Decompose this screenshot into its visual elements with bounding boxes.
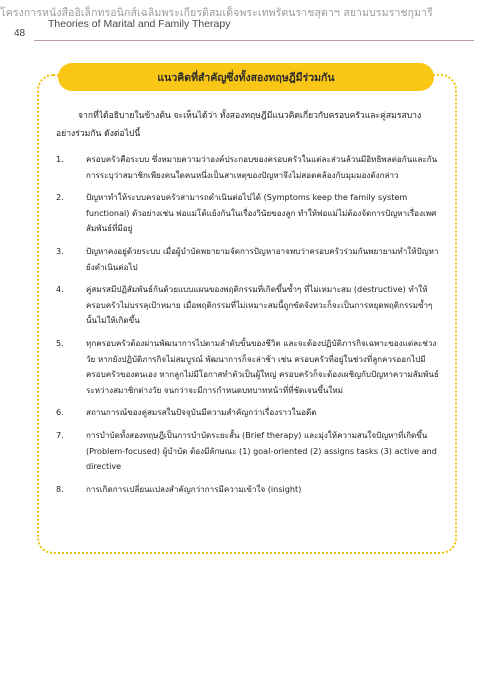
item-number: 7. (56, 429, 64, 440)
item-number: 1. (56, 154, 64, 164)
section-banner (58, 63, 434, 91)
list-item (56, 190, 442, 237)
item-number: 5. (56, 337, 64, 348)
item-number: 3. (56, 245, 64, 256)
chapter-header-title: Theories of Marital and Family Therapy (48, 18, 231, 30)
list-item (56, 282, 442, 329)
item-text: การบำบัดทั้งสองทฤษฎีเป็นการบำบัดระยะสั้น (Brief therapy) และมุ่งให้ความสนใจปัญหาที่เกิดขึ้น (Problem-focused) ผู้บำบัด ต้องมีลักษณะ (1) goal-oriented (2) assigns tasks (3) active and directive (86, 429, 437, 472)
list-item (56, 405, 442, 421)
list-item (56, 428, 442, 475)
header-divider (34, 40, 474, 41)
page-number: 48 (14, 28, 26, 39)
list-item (56, 152, 442, 183)
list-item (56, 482, 442, 498)
item-number: 2. (56, 192, 64, 203)
item-number: 6. (56, 407, 64, 418)
item-number: 4. (56, 284, 64, 295)
item-number: 8. (56, 483, 64, 494)
item-text: การเกิดการเปลี่ยนแปลงสำคัญกว่าการมีความเข้าใจ (insight) (86, 483, 302, 494)
item-text: ครอบครัวคือระบบ ซึ่งหมายความว่าองค์ประกอบของครอบครัวในแต่ละส่วนล้วนมีอิทธิพลต่อกันและกัน การระบุว่าสมาชิกเพียงคนใดคนหนึ่งเป็นสาเหตุของปัญหาจึงไม่สอดคล้องกับมุมมองดังกล่าว (86, 154, 438, 180)
concept-list (56, 152, 442, 504)
item-text: ปัญหาทำให้ระบบครอบครัวสามารถดำเนินต่อไปได้ (Symptoms keep the family system functional) ตัวอย่างเช่น พ่อแม่โต้แย้งกันในเรื่องวินัยของลูก ทำให้พ่อแม่ไม่ต้องจัดการปัญหาเรื่องเพศสัมพันธ์ที่มีอยู่ (86, 192, 437, 234)
item-text: สถานการณ์ของคู่สมรสในปัจจุบันมีความสำคัญกว่าเรื่องราวในอดีต (86, 407, 317, 418)
item-text: ทุกครอบครัวต้องผ่านพัฒนาการไปตามลำดับขั้นของชีวิต และจะต้องปฏิบัติภารกิจเฉพาะของแต่ละช่วงวัย หากยังปฏิบัติภารกิจไม่สมบูรณ์ พัฒนาการก็จะล่าช้า เช่น ครอบครัวที่อยู่ในช่วงที่ลูกควรออกไปมีครอบครัวของตนเอง หากลูกไม่มีโอกาสทำตัวเป็นผู้ใหญ่ ครอบครัวก็จะต้องเผชิญกับปัญหาความสัมพันธ์ระหว่างสมาชิกต่างวัย จนกว่าจะมีการกำหนดบทบาทหน้าที่ที่ชัดเจนขึ้นใหม่ (86, 337, 439, 395)
item-text: ปัญหาคงอยู่ด้วยระบบ เมื่อผู้บำบัดพยายามจัดการปัญหาอาจพบว่าครอบครัวร่วมกันพยายามทำให้ปัญหายังดำเนินต่อไป (86, 245, 439, 272)
list-item (56, 244, 442, 275)
item-text: คู่สมรสมีปฏิสัมพันธ์กันด้วยแบบแผนของพฤติกรรมที่เกิดขึ้นซ้ำๆ ที่ไม่เหมาะสม (destructive) ทำให้ครอบครัวไม่บรรลุเป้าหมาย เมื่อพฤติกรรมที่ไม่เหมาะสมนี้ถูกขัดจังหวะก็จะเป็นการหยุดพฤติกรรมซ้ำๆนั้นไม่ให้เกิดขึ้น (86, 284, 433, 326)
section-title: แนวคิดที่สำคัญซึ่งทั้งสองทฤษฎีมีร่วมกัน (157, 71, 335, 84)
list-item (56, 336, 442, 398)
book-series-header: โครงการหนังสืออิเล็กทรอนิกส์เฉลิมพระเกียรติสมเด็จพระเทพรัตนราชสุดาฯ สยามบรมราชกุมารี (0, 7, 433, 19)
intro-paragraph: จากที่ได้อธิบายในข้างต้น จะเห็นได้ว่า ทั้งสองทฤษฎีมีแนวคิดเกี่ยวกับครอบครัวและคู่สมรสบางอย่างร่วมกัน ดังต่อไปนี้ (56, 111, 422, 139)
